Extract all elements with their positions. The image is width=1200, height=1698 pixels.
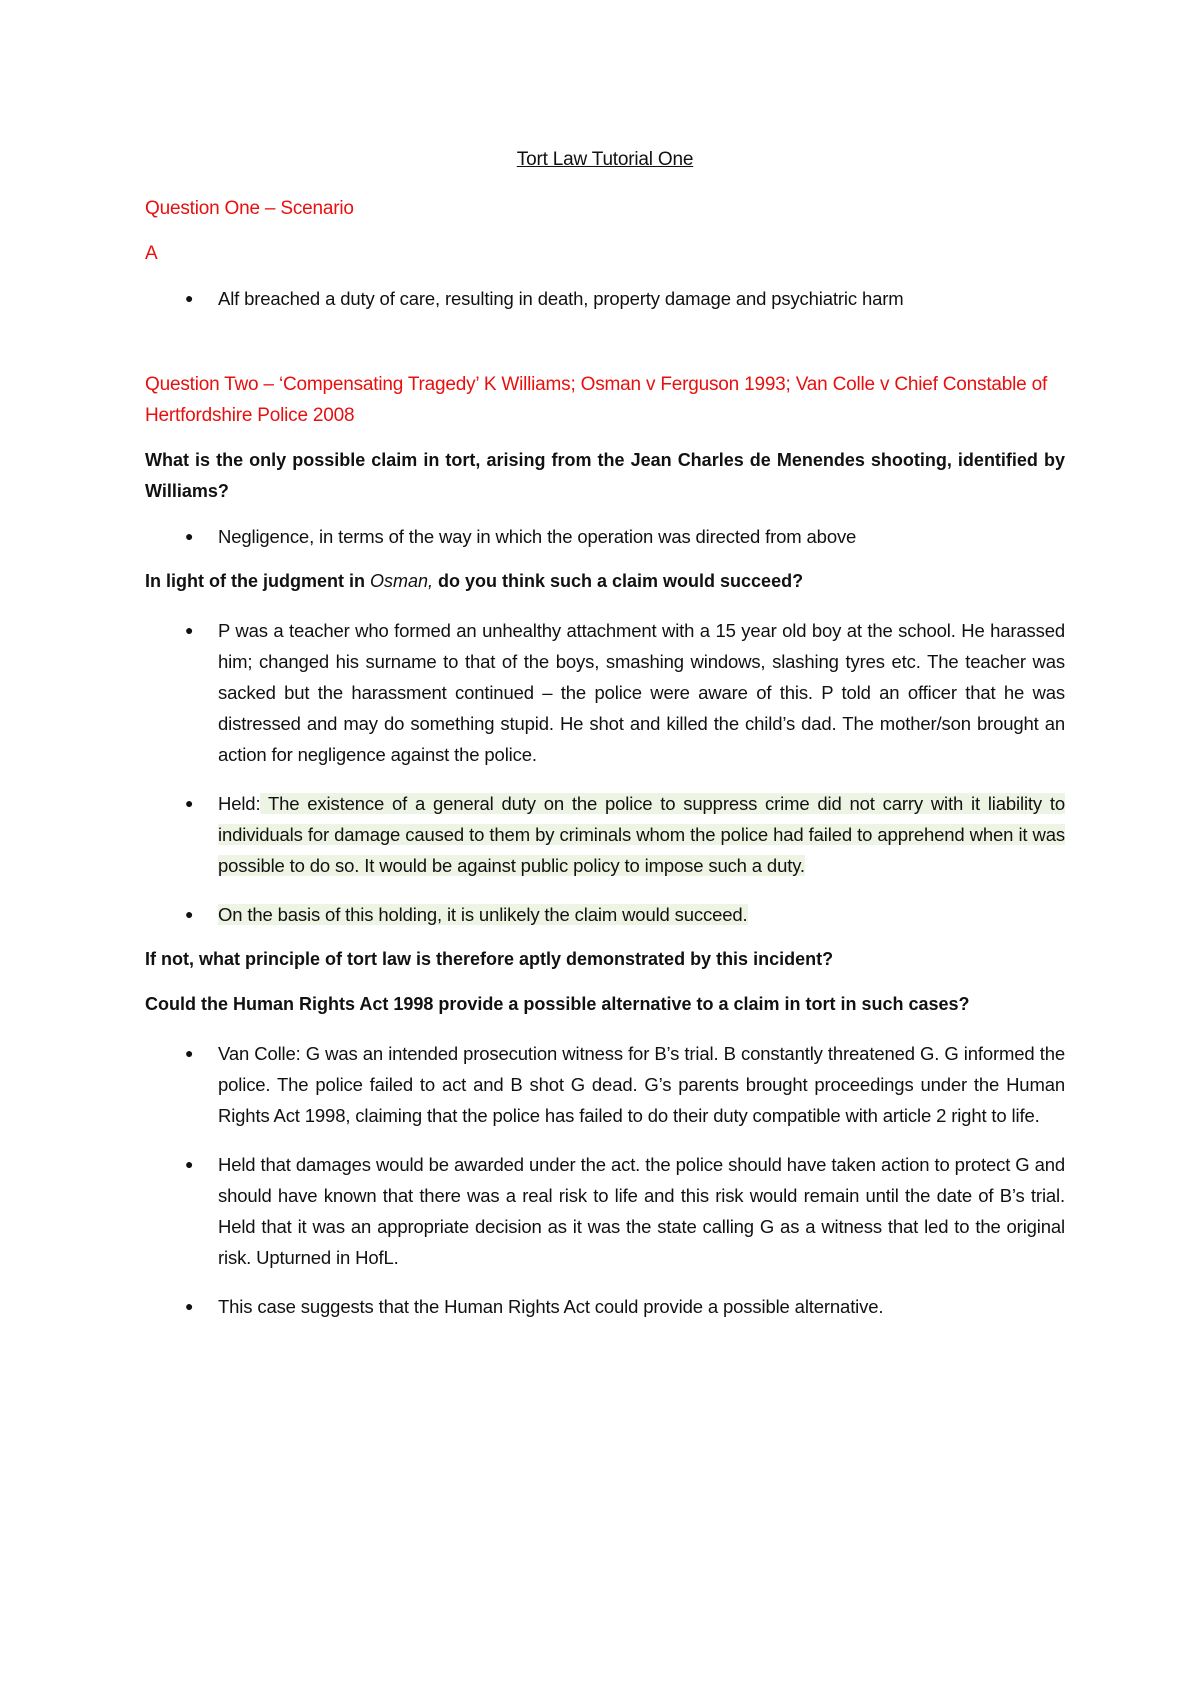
question-text: What is the only possible claim in tort, arising from the Jean Charles de Menendes shooting, identified by Williams? bbox=[145, 450, 1065, 501]
question-two-heading: Question Two – ‘Compensating Tragedy’ K Williams; Osman v Ferguson 1993; Van Colle v Chief Constable of Hertfordshire Police 2008 bbox=[145, 374, 1048, 426]
bullet-text: Alf breached a duty of care, resulting in death, property damage and psychiatric harm bbox=[218, 288, 904, 309]
question-text: Could the Human Rights Act 1998 provide a possible alternative to a claim in tort in such cases? bbox=[145, 994, 970, 1014]
question-text: If not, what principle of tort law is therefore aptly demonstrated by this incident? bbox=[145, 949, 834, 969]
list-item bbox=[145, 521, 1065, 552]
bullet-text: Held that damages would be awarded under the act. the police should have taken action to protect G and should have known that there was a real risk to life and this risk would remain until the date of B’s trial. Held that it was an appropriate decision as it was the state calling G as a witness that led to the original risk. Upturned in HofL. bbox=[218, 1154, 1065, 1268]
list-item bbox=[145, 788, 1065, 881]
held-label: Held: bbox=[218, 793, 261, 814]
list-item bbox=[145, 283, 1065, 314]
bullet-text: This case suggests that the Human Rights Act could provide a possible alternative. bbox=[218, 1296, 884, 1317]
bullet-icon: ● bbox=[185, 906, 194, 922]
question-one-heading: Question One – Scenario bbox=[145, 198, 354, 219]
bullet-icon: ● bbox=[185, 795, 194, 811]
osman-list bbox=[145, 615, 1065, 930]
list-item bbox=[145, 615, 1065, 770]
bullet-icon: ● bbox=[185, 1156, 194, 1172]
list-item bbox=[145, 1038, 1065, 1131]
bullet-icon: ● bbox=[185, 528, 194, 544]
case-name: Osman, bbox=[369, 571, 433, 591]
document-title: Tort Law Tutorial One bbox=[516, 149, 694, 170]
list-item bbox=[145, 1149, 1065, 1273]
bullet-icon: ● bbox=[185, 1045, 194, 1061]
list-item bbox=[145, 899, 1065, 930]
bullet-icon: ● bbox=[185, 290, 194, 306]
bullet-text: Negligence, in terms of the way in which the operation was directed from above bbox=[218, 526, 857, 547]
bullet-icon: ● bbox=[185, 1298, 194, 1314]
bullet-text: P was a teacher who formed an unhealthy attachment with a 15 year old boy at the school. He harassed him; changed his surname to that of the boys, smashing windows, slashing tyres etc. The teacher was sacked but the harassment continued – the police were aware of this. P told an officer that he was distressed and may do something stupid. He shot and killed the child’s dad. The mother/son brought an action for negligence against the police. bbox=[218, 620, 1065, 765]
sub-label-a: A bbox=[145, 243, 158, 264]
answer-list bbox=[145, 521, 1065, 552]
question-text: In light of the judgment in Osman, do you think such a claim would succeed? bbox=[145, 571, 804, 591]
bullet-text: Van Colle: G was an intended prosecution witness for B’s trial. B constantly threatened G. G informed the police. The police failed to act and B shot G dead. G’s parents brought proceedings under the Human Rights Act 1998, claiming that the police has failed to do their duty compatible with article 2 right to life. bbox=[218, 1043, 1065, 1126]
highlighted-text: The existence of a general duty on the police to suppress crime did not carry with it liability to individuals for damage caused to them by criminals whom the police had failed to apprehend when it was possible to do so. It would be against public policy to impose such a duty. bbox=[218, 793, 1065, 876]
bullet-icon: ● bbox=[185, 622, 194, 638]
list-item bbox=[145, 1291, 1065, 1322]
highlighted-text: On the basis of this holding, it is unlikely the claim would succeed. bbox=[218, 904, 748, 925]
van-colle-list bbox=[145, 1038, 1065, 1322]
question-one-bullets bbox=[145, 283, 1065, 314]
